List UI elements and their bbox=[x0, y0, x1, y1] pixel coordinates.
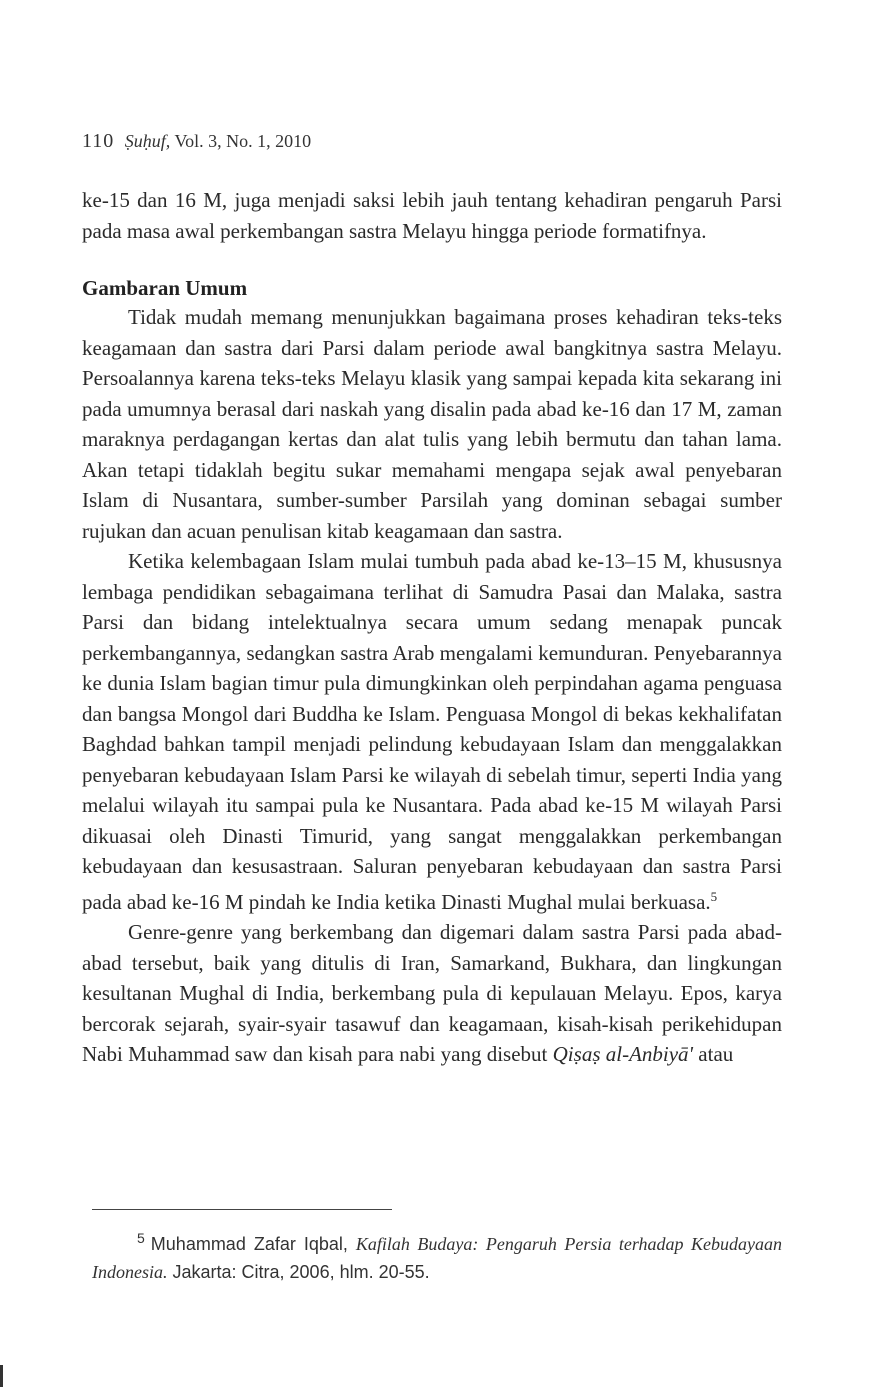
paragraph-1: Tidak mudah memang menunjukkan bagaimana proses kehadiran teks-teks keagamaan dan sastra dari Parsi dalam periode awal bangkitnya sastra Melayu. Persoalannya karena teks-teks Melayu klasik yang sampai kepada kita sekarang ini pada umumnya berasal dari naskah yang disalin pada abad ke-16 dan 17 M, zaman maraknya perdagangan kertas dan alat tulis yang lebih bermutu dan tahan lama. Akan tetapi tidaklah begitu sukar memahami mengapa sejak awal penyebaran Islam di Nusantara, sumber-sumber Parsilah yang dominan sebagai sumber rujukan dan acuan penulisan kitab keagamaan dan sastra. bbox=[82, 305, 782, 543]
footnote-publication: Jakarta: Citra, 2006, hlm. 20-55. bbox=[167, 1262, 430, 1282]
journal-volume: Vol. 3, No. 1, 2010 bbox=[174, 131, 312, 151]
scan-edge-mark bbox=[0, 1365, 3, 1387]
page-number: 110 bbox=[82, 130, 115, 152]
section-heading: Gambaran Umum bbox=[82, 276, 248, 300]
paragraph-3-text-a: Genre-genre yang berkembang dan digemari dalam sastra Parsi pada abad-abad tersebut, baik yang ditulis di Iran, Samarkand, Bukhara, dan lingkungan kesultanan Mughal di India, berkembang pula di kepulauan Melayu. Epos, karya bercorak sejarah, syair-syair tasawuf dan keagamaan, kisah-kisah perikehidupan Nabi Muhammad saw dan kisah para nabi yang disebut bbox=[82, 920, 782, 1066]
paragraph-3-italic-term: Qiṣaṣ al-Anbiyā' bbox=[552, 1042, 694, 1066]
paragraph-continuation: ke-15 dan 16 M, juga menjadi saksi lebih jauh tentang kehadiran pengaruh Parsi pada masa awal perkembangan sastra Melayu hingga periode formatifnya. bbox=[82, 188, 782, 243]
paragraph-3 bbox=[82, 917, 782, 1070]
running-header bbox=[82, 130, 311, 153]
footnote-divider bbox=[92, 1209, 392, 1210]
journal-name: Ṣuḥuf, bbox=[124, 131, 171, 151]
footnote-title: Kafilah Budaya: Pengaruh Persia terhadap Kebudayaan Indonesia. bbox=[92, 1234, 782, 1282]
paragraph-2-text: Ketika kelembagaan Islam mulai tumbuh pada abad ke-13–15 M, khususnya lembaga pendidikan sebagaimana terlihat di Samudra Pasai dan Malaka, sastra Parsi dan bidang intelektualnya secara umum sedang menapak puncak perkembangannya, sedangkan sastra Arab mengalami kemunduran. Penyebarannya ke dunia Islam bagian timur pula dimungkinkan oleh perpindahan agama penguasa dan bangsa Mongol dari Buddha ke Islam. Penguasa Mongol di bekas kekhalifatan Baghdad bahkan tampil menjadi pelindung kebudayaan Islam dan menggalakkan penyebaran kebudayaan Islam Parsi ke wilayah di sebelah timur, seperti India yang melalui wilayah itu sampai pula ke Nusantara. Pada abad ke-15 M wilayah Parsi dikuasai oleh Dinasti Timurid, yang sangat menggalakkan perkembangan kebudayaan dan kesusastraan. Saluran penyebaran kebudayaan dan sastra Parsi pada abad ke-16 M pindah ke India ketika Dinasti Mughal mulai berkuasa. bbox=[82, 549, 782, 914]
paragraph-2 bbox=[82, 546, 782, 917]
footnote-reference[interactable]: 5 bbox=[710, 888, 718, 904]
footnote-author: Muhammad Zafar Iqbal, bbox=[150, 1234, 356, 1254]
body-text bbox=[82, 185, 782, 1070]
paragraph-3-text-b: atau bbox=[693, 1042, 734, 1066]
footnote-number: 5 bbox=[137, 1230, 145, 1246]
footnote bbox=[92, 1224, 782, 1286]
